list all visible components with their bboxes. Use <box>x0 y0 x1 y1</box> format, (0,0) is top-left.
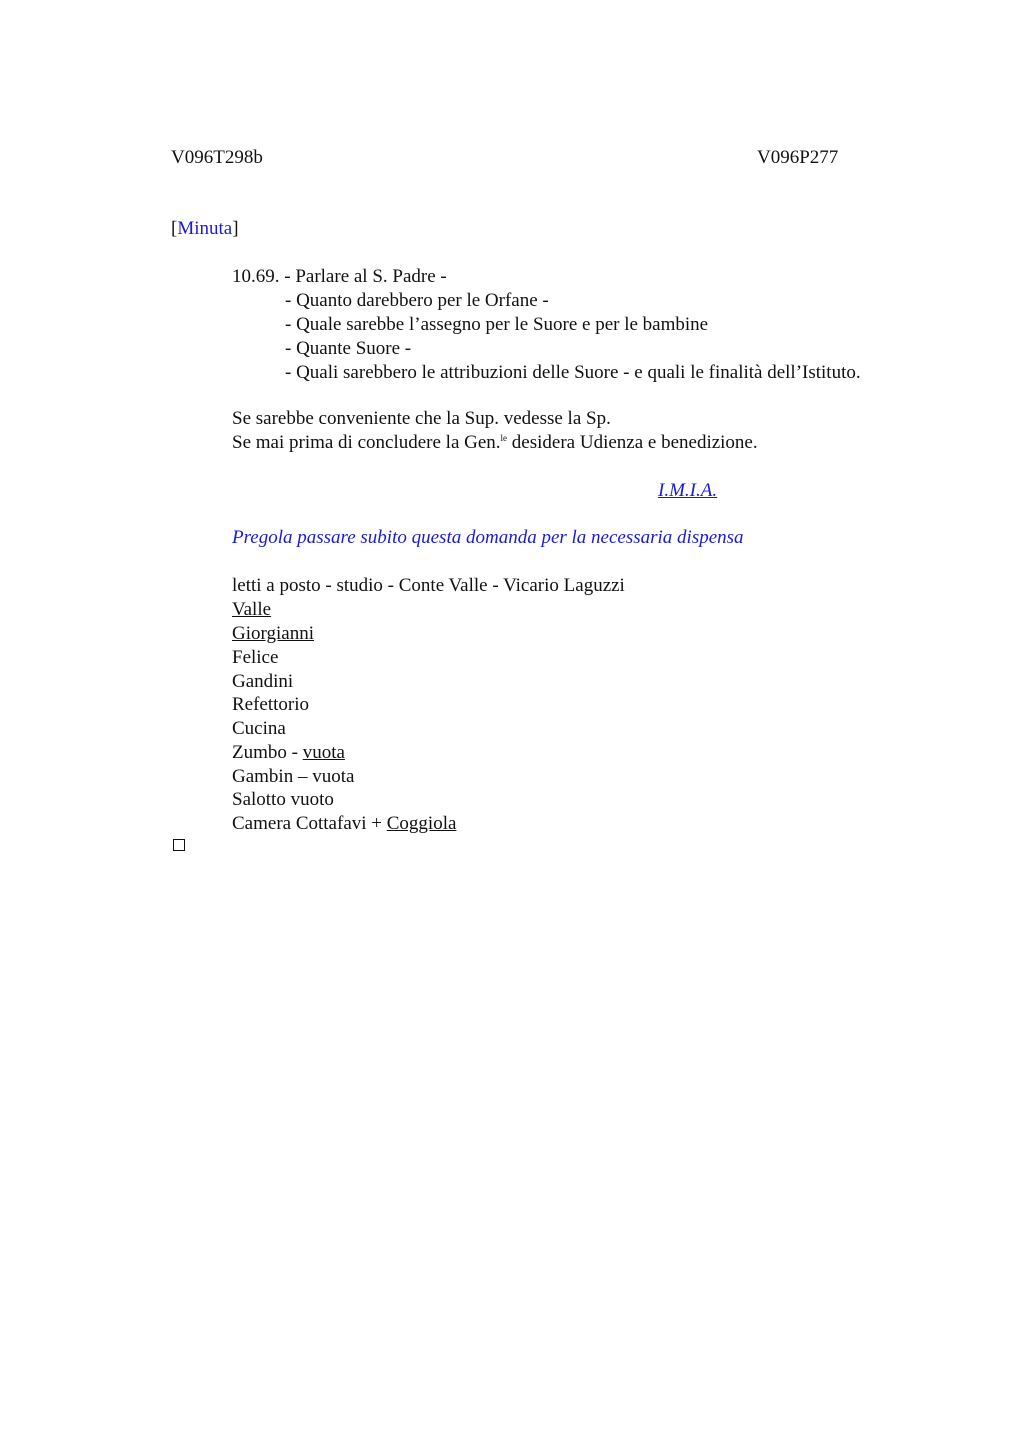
list-item: Valle <box>232 599 272 620</box>
question-item: - Quanto darebbero per le Orfane - <box>285 290 549 311</box>
page-code: V096P277 <box>757 147 839 168</box>
bracket-close: ] <box>232 218 239 239</box>
list-item <box>232 812 456 836</box>
list-item: Salotto vuoto <box>232 789 334 810</box>
text-run: vuota <box>302 742 345 763</box>
list-item: Cucina <box>232 718 286 739</box>
bracket-open: [ <box>171 218 178 239</box>
heading-line: 10.69. - Parlare al S. Padre - <box>232 266 447 287</box>
list-item: Giorgianni <box>232 623 314 644</box>
document-code: V096T298b <box>171 147 263 168</box>
signature-imia: I.M.I.A. <box>658 480 718 501</box>
checkbox-icon <box>173 839 185 851</box>
list-item: Felice <box>232 647 279 668</box>
text-run: Coggiola <box>386 813 457 834</box>
text-run: Se mai prima di concludere la Gen. <box>232 432 501 453</box>
list-item: letti a posto - studio - Conte Valle - Vicario Laguzzi <box>232 575 625 596</box>
question-item: - Quale sarebbe l’assegno per le Suore e per le bambine <box>285 314 709 335</box>
dispensa-note: Pregola passare subito questa domanda per la necessaria dispensa <box>232 527 744 548</box>
text-run: desidera Udienza e benedizione. <box>507 432 758 453</box>
minuta-text: Minuta <box>177 218 233 239</box>
minuta-label <box>171 217 239 241</box>
question-item: - Quali sarebbero le attribuzioni delle Suore - e quali le finalità dell’Istituto. <box>285 362 861 383</box>
list-item: Refettorio <box>232 694 310 715</box>
list-item <box>232 741 345 765</box>
list-item: Gandini <box>232 671 294 692</box>
paragraph-line: Se sarebbe conveniente che la Sup. vedesse la Sp. <box>232 408 611 429</box>
text-run: Camera Cottafavi + <box>232 813 387 834</box>
question-item: - Quante Suore - <box>285 338 412 359</box>
superscript: le <box>500 433 508 443</box>
text-run: Zumbo - <box>232 742 303 763</box>
list-item: Gambin – vuota <box>232 766 355 787</box>
paragraph-line-udienza <box>232 431 758 455</box>
